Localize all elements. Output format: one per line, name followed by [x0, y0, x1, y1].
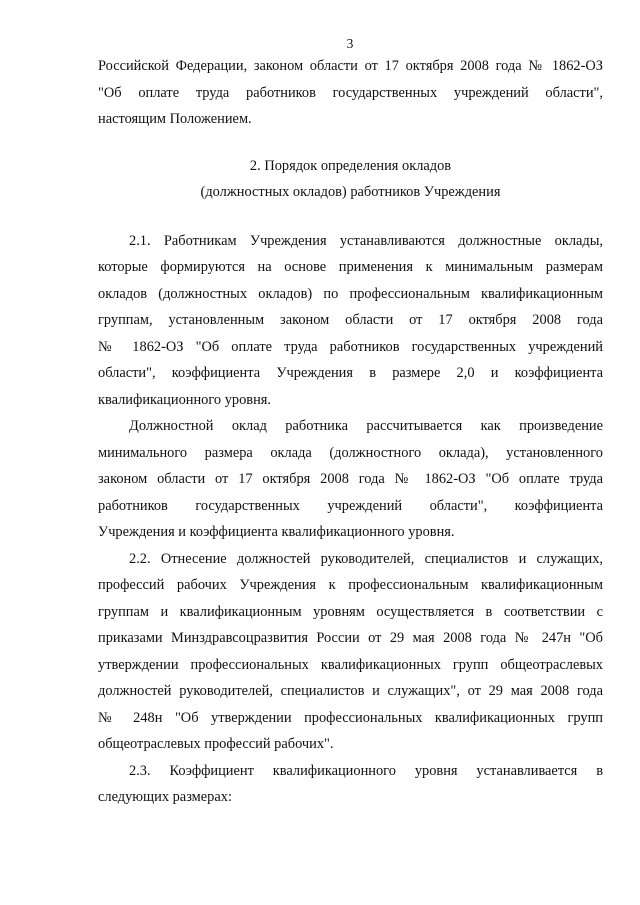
paragraph-line: 2.3. Коэффициент квалификационного уровня устанавливается в: [129, 762, 603, 779]
paragraph-2-2: [98, 546, 603, 758]
heading-line: 2. Порядок определения окладов: [249, 157, 452, 174]
paragraph-line: № 1862-ОЗ "Об оплате труда работников государственных учреждений: [98, 338, 603, 355]
intro-paragraph: [98, 53, 603, 133]
page-number: 3: [346, 36, 354, 51]
paragraph-line: группам, установленным законом области от 17 октября 2008 года: [98, 312, 603, 328]
paragraph-line: работников государственных учреждений области", коэффициента: [98, 497, 603, 514]
paragraph-salary: [98, 413, 603, 546]
paragraph-line: общеотраслевых профессий рабочих".: [98, 736, 334, 752]
heading-line: (должностных окладов) работников Учреждения: [200, 184, 501, 200]
paragraph-line: группам и квалификационным уровням осуществляется в соответствии с: [98, 603, 603, 620]
section-heading: [98, 153, 603, 206]
document-body: [98, 53, 603, 811]
paragraph-line: минимального размера оклада (должностного оклада), установленного: [98, 444, 603, 461]
paragraph-line: должностей руководителей, специалистов и служащих", от 29 мая 2008 года: [98, 683, 603, 699]
paragraph-line: профессий рабочих Учреждения к профессиональным квалификационным: [98, 577, 603, 593]
paragraph-line: которые формируются на основе применения к минимальным размерам: [98, 259, 603, 275]
paragraph-line: области", коэффициента Учреждения в размере 2,0 и коэффициента: [98, 365, 603, 381]
paragraph-line: законом области от 17 октября 2008 года № 1862-ОЗ "Об оплате труда: [98, 471, 603, 487]
spacer: [98, 133, 603, 153]
paragraph-line: следующих размерах:: [98, 789, 232, 805]
paragraph-line: квалификационного уровня.: [98, 391, 272, 408]
intro-line: Российской Федерации, законом области от 17 октября 2008 года № 1862-ОЗ: [98, 58, 603, 74]
paragraph-line: 2.1. Работникам Учреждения устанавливаются должностные оклады,: [129, 232, 603, 249]
paragraph-line: окладов (должностных окладов) по профессиональным квалификационным: [98, 285, 603, 302]
paragraph-line: утверждении профессиональных квалификационных групп общеотраслевых: [98, 656, 603, 673]
paragraph-line: № 248н "Об утверждении профессиональных квалификационных групп: [98, 709, 603, 726]
paragraph-line: приказами Минздравсоцразвития России от 29 мая 2008 года № 247н "Об: [98, 630, 603, 646]
intro-line: настоящим Положением.: [98, 111, 252, 127]
paragraph-2-1: [98, 228, 603, 414]
paragraph-2-3: [98, 758, 603, 811]
paragraph-line: Учреждения и коэффициента квалификационного уровня.: [98, 524, 455, 540]
paragraph-line: 2.2. Отнесение должностей руководителей, специалистов и служащих,: [129, 550, 603, 567]
intro-line: "Об оплате труда работников государственных учреждений области",: [98, 84, 603, 101]
paragraph-line: Должностной оклад работника рассчитывается как произведение: [129, 418, 603, 434]
spacer: [98, 206, 603, 228]
